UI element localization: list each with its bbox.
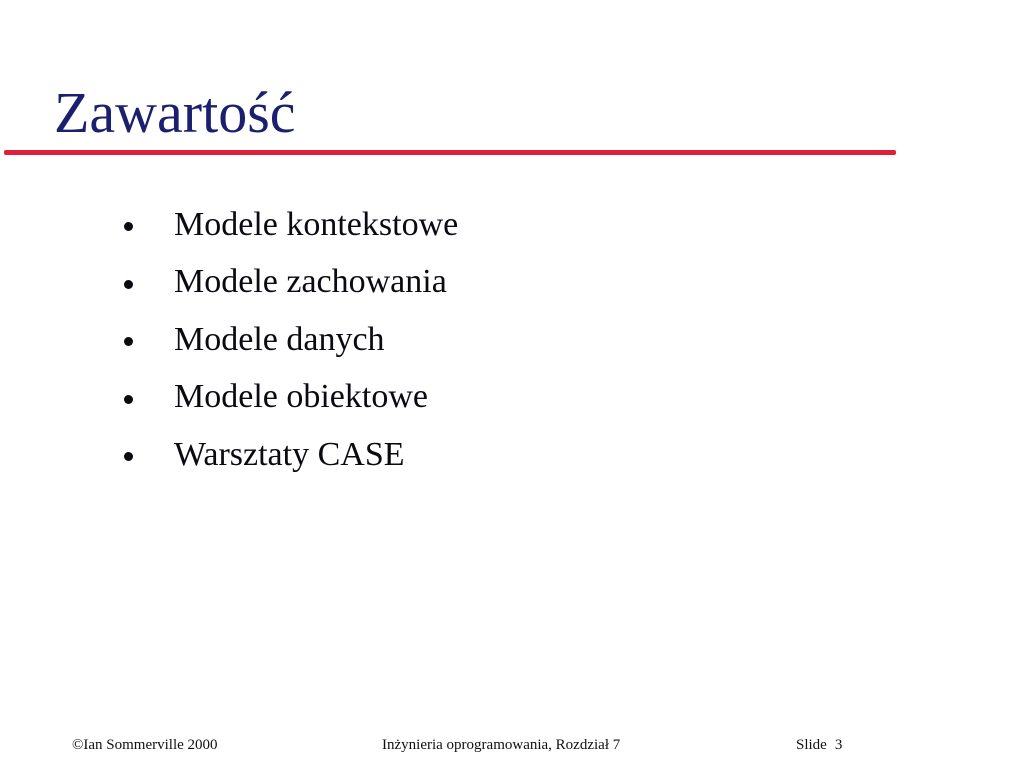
list-item [120,254,458,312]
bullet-text: Modele danych [174,320,385,358]
footer-course: Inżynieria oprogramowania, Rozdział 7 [382,737,621,753]
bullet-icon [124,222,133,231]
slide-title: Zawartość [54,80,296,145]
title-underline [4,150,896,155]
slide-number: 3 [834,737,843,753]
bullet-text: Warsztaty CASE [174,435,405,473]
footer-copyright: ©Ian Sommerville 2000 [72,737,218,753]
bullet-list [120,196,458,484]
bullet-text: Modele kontekstowe [174,205,459,243]
bullet-text: Modele zachowania [174,263,447,301]
bullet-icon [124,452,133,461]
bullet-text: Modele obiektowe [174,378,428,416]
bullet-icon [124,395,133,404]
list-item [120,426,458,484]
list-item [120,311,458,369]
footer-slide-number [796,737,842,754]
bullet-icon [124,280,133,289]
list-item [120,196,458,254]
list-item [120,369,458,427]
bullet-icon [124,337,133,346]
slide-label: Slide [796,737,827,753]
